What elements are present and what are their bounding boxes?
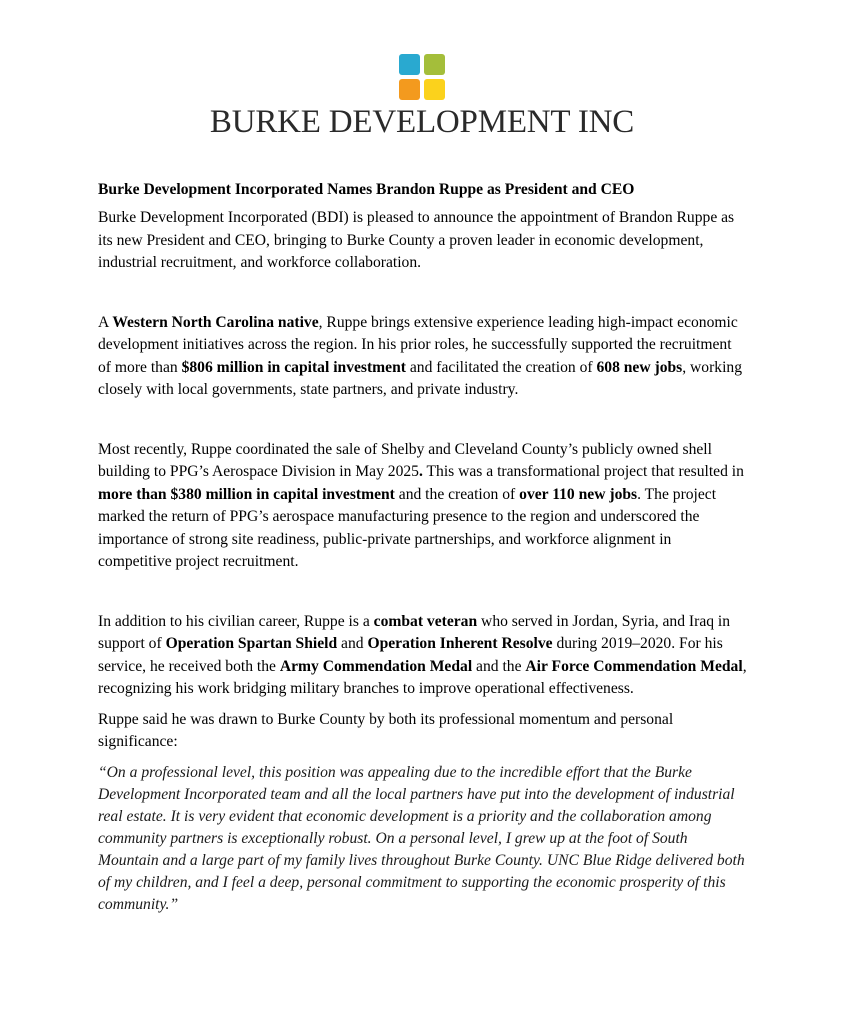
paragraph-background: A Western North Carolina native, Ruppe brings extensive experience leading high-impact economic development initiatives across the region. In his prior roles, he successfully supported the recruitment of more than $806 million in capital investment and facilitated the creation of 608 new jobs, working closely with local governments, state partners, and private industry.: [98, 313, 743, 398]
logo-squares-icon: [399, 54, 447, 102]
logo-square-blue: [399, 54, 420, 75]
paragraph-recent-project: Most recently, Ruppe coordinated the sale of Shelby and Cleveland County’s publicly owned shell building to PPG’s Aerospace Division in May 2025. This was a transformational project that resulted in more than $380 million in capital investment and the creation of over 110 new jobs. The project marked the return of PPG’s aerospace manufacturing presence to the region and underscored the importance of strong site readiness, public-private partnerships, and workforce alignment in competitive project recruitment.: [98, 440, 744, 570]
paragraph-military-service: In addition to his civilian career, Ruppe is a combat veteran who served in Jordan, Syria, and Iraq in support of Operation Spartan Shield and Operation Inherent Resolve during 2019–2020. For his service, he received both the Army Commendation Medal and the Air Force Commendation Medal, recognizing his work bridging military branches to improve operational effectiveness.: [98, 612, 747, 697]
logo-square-green: [424, 54, 445, 75]
paragraph-intro: Burke Development Incorporated (BDI) is pleased to announce the appointment of Brandon Ruppe as its new President and CEO, bringing to Burke County a proven leader in economic development, industrial recruitment, and workforce collaboration.: [98, 209, 735, 271]
quote-block: “On a professional level, this position was appealing due to the incredible effort that the Burke Development Incorporated team and all the local partners have put into the development of industrial real estate. It is very evident that economic development is a priority and the collaboration among community partners is exceptionally robust. On a personal level, I grew up at the foot of South Mountain and a large part of my family lives throughout Burke County. UNC Blue Ridge delivered both of my children, and I feel a deep, personal commitment to supporting the economic prosperity of this community.”: [98, 763, 745, 913]
headline: Burke Development Incorporated Names Brandon Ruppe as President and CEO: [98, 181, 635, 198]
company-logo: [0, 54, 844, 139]
press-release: [98, 179, 748, 916]
logo-square-yellow: [424, 79, 445, 100]
logo-wordmark: BURKE DEVELOPMENT INC: [209, 104, 635, 140]
logo-square-orange: [399, 79, 420, 100]
paragraph-quote-intro: Ruppe said he was drawn to Burke County by both its professional momentum and personal significance:: [98, 710, 674, 750]
